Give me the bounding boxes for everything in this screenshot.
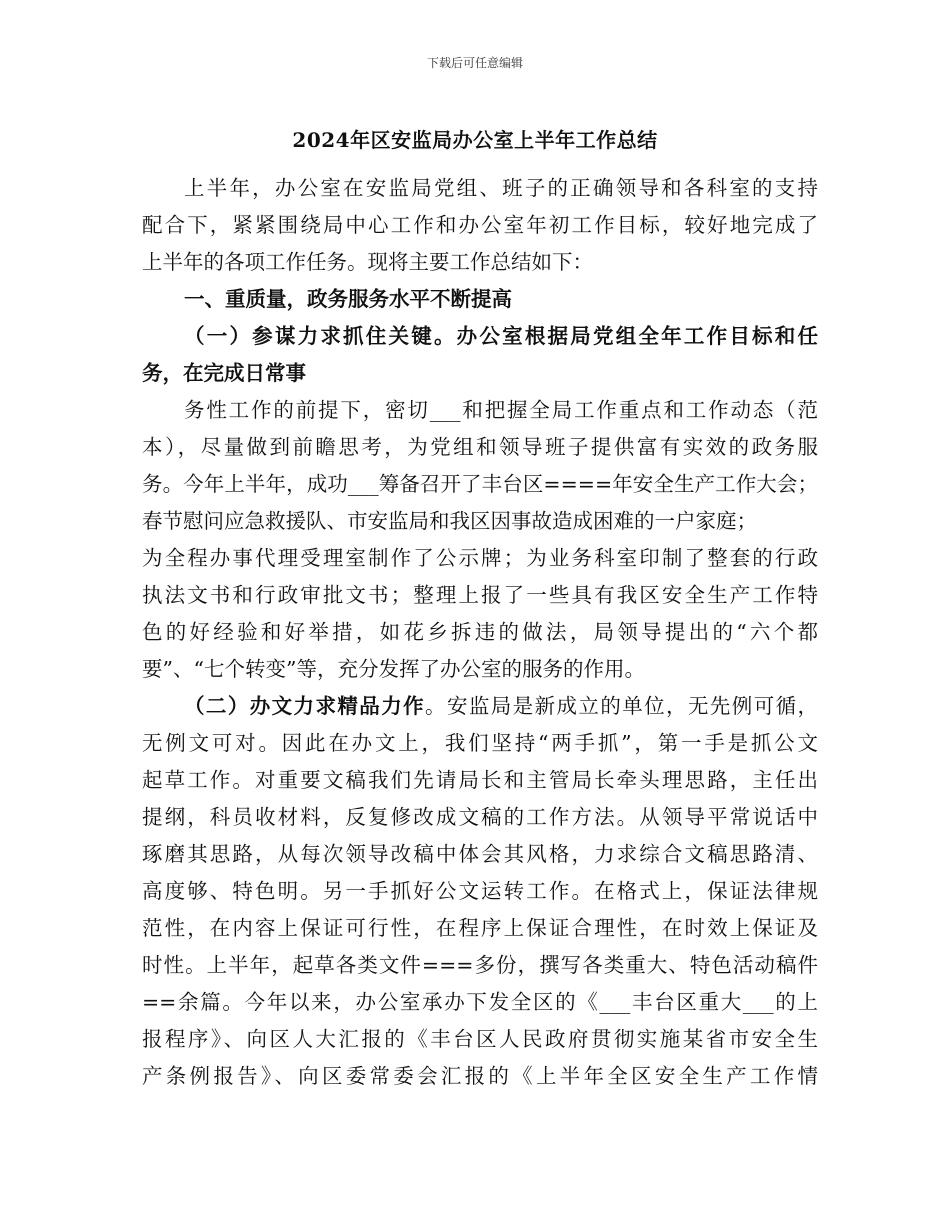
- text-line: 无例文可对。因此在办文上，我们坚持“两手抓”，第一手是抓公文: [142, 731, 818, 755]
- text-line: 春节慰问应急救援队、市安监局和我区因事故造成困难的一户家庭；: [142, 509, 757, 533]
- text-line: （一）参谋力求抓住关键。办公室根据局党组全年工作目标和任: [184, 324, 818, 348]
- text-line: 务性工作的前提下，密切___和把握全局工作重点和工作动态（范: [184, 398, 818, 422]
- text-line: 本），尽量做到前瞻思考，为党组和领导班子提供富有实效的政务服: [142, 435, 818, 459]
- header-note: 下载后可任意编辑: [426, 56, 523, 70]
- text-line: 执法文书和行政审批文书；整理上报了一些具有我区安全生产工作特: [142, 583, 818, 607]
- text-line: 时性。上半年，起草各类文件===多份，撰写各类重大、特色活动稿件: [142, 953, 818, 977]
- line-text: 。安监局是新成立的单位，无先例可循，: [425, 694, 819, 718]
- text-line: 配合下，紧紧围绕局中心工作和办公室年初工作目标，较好地完成了: [142, 213, 818, 237]
- text-line: 色的好经验和好举措，如花乡拆违的做法，局领导提出的“六个都: [142, 620, 818, 644]
- text-line: 要”、“七个转变”等，充分发挥了办公室的服务的作用。: [142, 657, 645, 681]
- section-lead: （二）办文力求精品力作: [184, 694, 426, 718]
- text-line: 务，在完成日常事: [142, 361, 306, 385]
- text-line: 产条例报告》、向区委常委会汇报的《上半年全区安全生产工作情: [142, 1064, 818, 1088]
- text-line: 起草工作。对重要文稿我们先请局长和主管局长牵头理思路，主任出: [142, 768, 818, 792]
- text-line: 上半年，办公室在安监局党组、班子的正确领导和各科室的支持: [184, 176, 818, 200]
- text-line: ==余篇。今年以来，办公室承办下发全区的《___丰台区重大___的上: [142, 990, 818, 1014]
- text-line: 范性，在内容上保证可行性，在程序上保证合理性，在时效上保证及: [142, 916, 818, 940]
- text-line: 上半年的各项工作任务。现将主要工作总结如下：: [142, 250, 593, 274]
- text-line: 琢磨其思路，从每次领导改稿中体会其风格，力求综合文稿思路清、: [142, 842, 818, 866]
- text-line: 提纲，科员收材料，反复修改成文稿的工作方法。从领导平常说话中: [142, 805, 818, 829]
- text-line: 为全程办事代理受理室制作了公示牌；为业务科室印制了整套的行政: [142, 546, 818, 570]
- document-body: [142, 170, 818, 1095]
- document-title: 2024年区安监局办公室上半年工作总结: [292, 128, 658, 152]
- text-line: 一、重质量，政务服务水平不断提高: [184, 287, 512, 311]
- text-line: 务。今年上半年，成功___筹备召开了丰台区====年安全生产工作大会；: [142, 472, 818, 496]
- text-line: 高度够、特色明。另一手抓好公文运转工作。在格式上，保证法律规: [142, 879, 818, 903]
- text-line: 报程序》、向区人大汇报的《丰台区人民政府贯彻实施某省市安全生: [142, 1027, 818, 1051]
- text-line: [142, 688, 818, 725]
